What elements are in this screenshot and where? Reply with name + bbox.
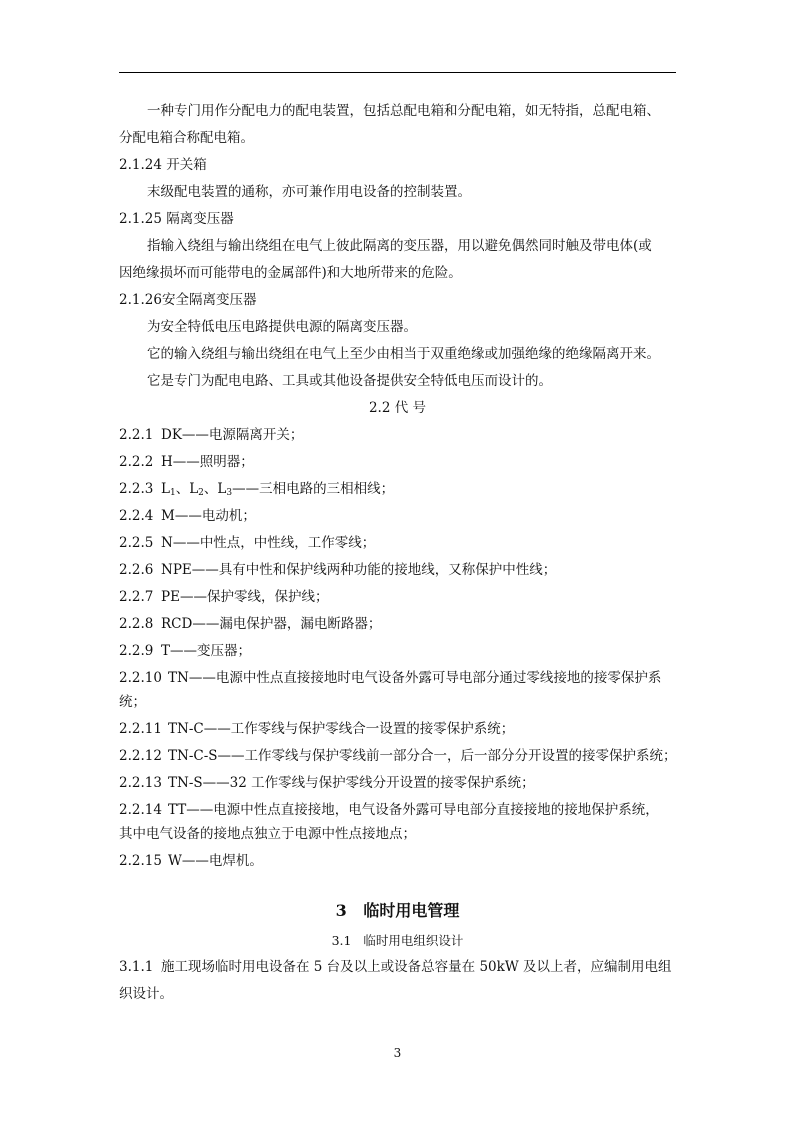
code-text: TN-C——工作零线与保护零线合一设置的接零保护系统； [168, 721, 515, 737]
section-title-3-1: 3.1 临时用电组织设计 [331, 933, 464, 948]
code-number: 2.2.9 [119, 643, 154, 659]
code-number: 2.2.7 [119, 589, 154, 605]
chapter-title: 3 临时用电管理 [335, 901, 460, 920]
paragraph-line: 分配电箱合称配电箱。 [119, 130, 254, 146]
code-item [119, 587, 328, 607]
code-text-l-phases: $L_1$、$L_2$、$L_3——$三相电路的三相相线； [161, 481, 395, 498]
clause-heading-2-1-26: 2.1.26安全隔离变压器 [119, 292, 257, 308]
clause-title: 隔离变压器 [166, 211, 234, 227]
code-text: N——中性点，中性线，工作零线； [161, 535, 376, 551]
code-number: 2.2.4 [119, 508, 154, 524]
code-item [119, 506, 256, 526]
code-number: 2.2.14 [119, 802, 162, 818]
code-text: RCD——漏电保护器，漏电断路器； [161, 616, 382, 632]
page-number: 3 [393, 1046, 402, 1060]
code-text: H——照明器； [161, 454, 254, 470]
header-rule [119, 72, 676, 73]
code-item [119, 641, 251, 661]
code-text: PE——保护零线，保护线； [161, 589, 329, 605]
code-text: M——电动机； [161, 508, 256, 524]
paragraph-line: 它的输入绕组与输出绕组在电气上至少由相当于双重绝缘或加强绝缘的绝缘隔离开来。 [147, 346, 660, 362]
clause-heading-2-1-25 [119, 209, 234, 229]
code-item [119, 668, 661, 688]
paragraph-line: 因绝缘损坏而可能带电的金属部件)和大地所带来的危险。 [119, 265, 462, 281]
code-number: 2.2.12 [119, 748, 162, 764]
code-item [119, 614, 381, 634]
code-text: TN——电源中性点直接接地时电气设备外露可导电部分通过零线接地的接零保护系 [168, 670, 662, 686]
code-number: 2.2.11 [119, 721, 162, 737]
clause-number: 2.1.24 [119, 157, 162, 173]
code-item [119, 746, 677, 766]
code-text: NPE——具有中性和保护线两种功能的接地线，又称保护中性线； [161, 562, 557, 578]
paragraph-line: 织设计。 [119, 986, 173, 1002]
paragraph-line: 它是专门为配电电路、工具或其他设备提供安全特低电压而设计的。 [147, 373, 552, 389]
code-text: TN-C-S——工作零线与保护零线前一部分合一，后一部分分开设置的接零保护系统； [168, 748, 677, 764]
paragraph-line: 指输入绕组与输出绕组在电气上彼此隔离的变压器，用以避免偶然同时触及带电体(或 [147, 238, 652, 254]
code-item [119, 560, 556, 580]
code-item [119, 425, 303, 445]
code-number: 2.2.10 [119, 670, 162, 686]
code-number: 2.2.2 [119, 454, 154, 470]
clause-title: 开关箱 [166, 157, 207, 173]
code-number: 2.2.8 [119, 616, 154, 632]
code-item [119, 773, 535, 793]
code-item [119, 851, 263, 871]
code-number: 2.2.6 [119, 562, 154, 578]
clause-number: 3.1.1 [119, 959, 154, 975]
clause-heading-2-1-24 [119, 155, 207, 175]
code-number: 2.2.13 [119, 775, 162, 791]
code-text: DK——电源隔离开关； [161, 427, 304, 443]
code-item-continuation: 其中电气设备的接地点独立于电源中性点接地点； [119, 826, 416, 842]
code-number: 2.2.5 [119, 535, 154, 551]
code-number: 2.2.3 [119, 481, 154, 497]
code-item [119, 452, 254, 472]
code-text: TN-S——32 工作零线与保护零线分开设置的接零保护系统； [168, 775, 535, 791]
code-item [119, 719, 514, 739]
code-text: TT——电源中性点直接接地，电气设备外露可导电部分直接接地的接地保护系统， [168, 802, 659, 818]
code-number: 2.2.15 [119, 853, 162, 869]
clause-3-1-1 [119, 957, 672, 977]
clause-number: 2.1.25 [119, 211, 162, 227]
code-item [119, 533, 375, 553]
code-text: W——电焊机。 [168, 853, 263, 869]
code-number: 2.2.1 [119, 427, 154, 443]
code-text: T——变压器； [161, 643, 252, 659]
code-item [119, 479, 394, 503]
paragraph-line: 末级配电装置的通称，亦可兼作用电设备的控制装置。 [147, 184, 471, 200]
clause-text: 施工现场临时用电设备在 5 台及以上或设备总容量在 50kW 及以上者，应编制用电组 [161, 959, 672, 975]
paragraph-line: 一种专门用作分配电力的配电装置，包括总配电箱和分配电箱，如无特指，总配电箱、 [147, 103, 660, 119]
paragraph-line: 为安全特低电压电路提供电源的隔离变压器。 [147, 319, 417, 335]
code-item-continuation: 统； [119, 694, 146, 710]
code-item [119, 800, 659, 820]
section-title-2-2: 2.2 代 号 [368, 400, 427, 416]
